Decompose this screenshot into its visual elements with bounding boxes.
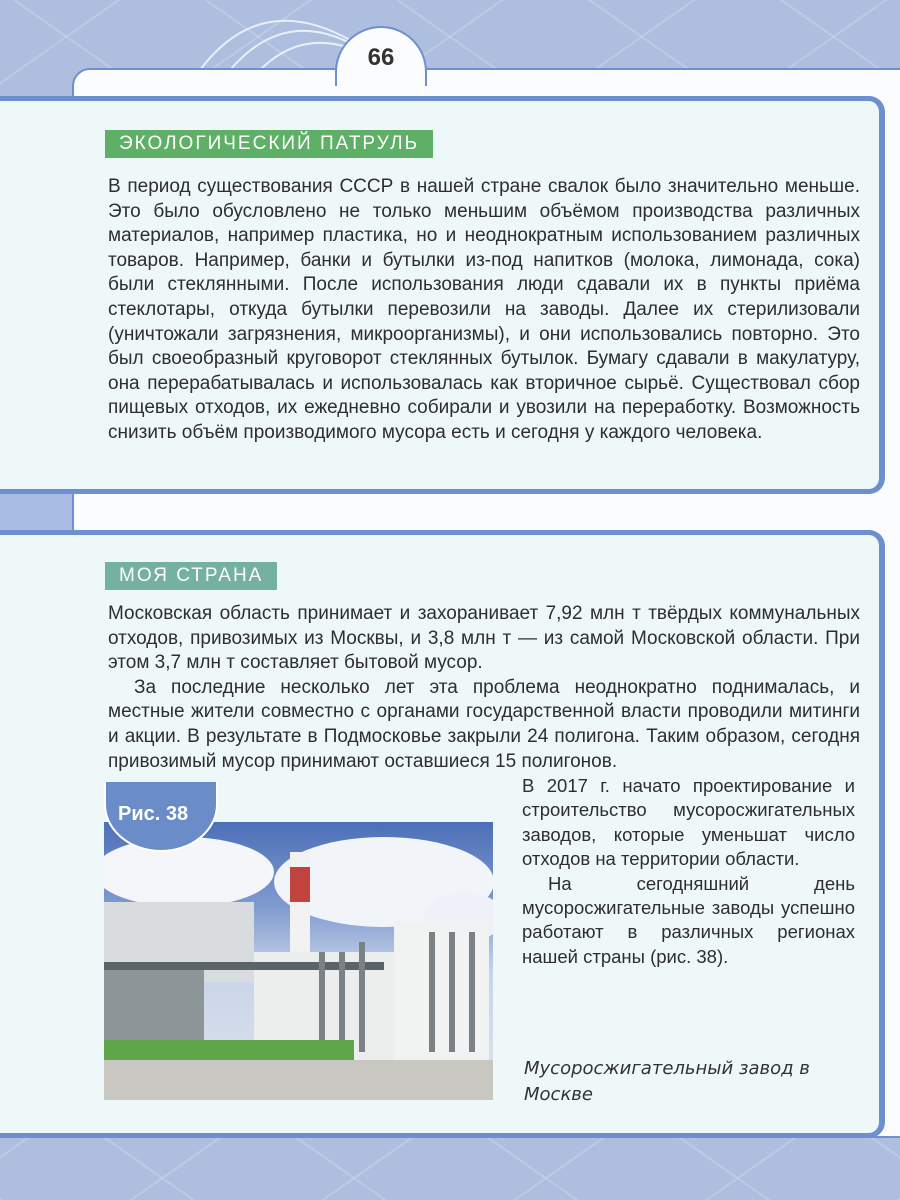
country-paragraphs: [108, 602, 860, 774]
country-section-label: МОЯ СТРАНА: [105, 562, 277, 590]
figure-caption: Мусоросжигательный завод в Москве: [524, 1058, 810, 1105]
ecology-text: В период существования СССР в нашей стране свалок было значительно меньше. Это было обусловлено не только меньшим объёмом производства различных материалов, например пластика, но и неоднократным использованием различных товаров. Например, банки и бутылки из-под напитков (молока, лимонада, сока) были стеклянными. После использования люди сдавали их в пункты приёма стеклотары, откуда бутылки перевозили на заводы. Далее их стерилизовали (уничтожали загрязнения, микроорганизмы), и они использовались повторно. Это был своеобразный круговорот стеклянных бутылок. Бумагу сдавали в макулатуру, она перерабатывалась и использовалась как вторичное сырьё. Существовал сбор пищевых отходов, их ежедневно собирали и увозили на переработку. Возможность снизить объём производимого мусора есть и сегодня у каждого человека.: [108, 176, 860, 443]
country-paragraph-4: На сегодняшний день мусоросжигательные заводы успешно работают в различных регионах нашей страны (рис. 38).: [522, 872, 855, 967]
country-paragraph-1: Московская область принимает и захоранивает 7,92 млн т твёрдых коммунальных отходов, привозимых из Москвы, и 3,8 млн т — из самой Московской области. При этом 3,7 млн т составляет бытовой мусор.: [108, 603, 860, 674]
incinerator-plant-illustration: [104, 822, 493, 1100]
country-side-paragraphs: [522, 774, 855, 969]
figure-38-photo: [104, 822, 493, 1100]
left-margin-strip: [0, 490, 72, 530]
ecology-section-label: ЭКОЛОГИЧЕСКИЙ ПАТРУЛЬ: [105, 130, 433, 158]
ecology-paragraph: [108, 175, 860, 446]
page-number: 66: [367, 44, 395, 71]
country-paragraph-2: За последние несколько лет эта проблема неоднократно поднималась, и местные жители совместно с органами государственной власти проводили митинги и акции. В результате в Подмосковье закрыли 24 полигона. Таким образом, сегодня привозимый мусор принимают оставшиеся 15 полигонов.: [108, 676, 860, 772]
country-paragraph-3: В 2017 г. начато проектирование и строительство мусоросжигательных заводов, которые уменьшат число отходов на территории области.: [522, 775, 855, 870]
figure-badge-label: Рис. 38: [118, 803, 189, 825]
